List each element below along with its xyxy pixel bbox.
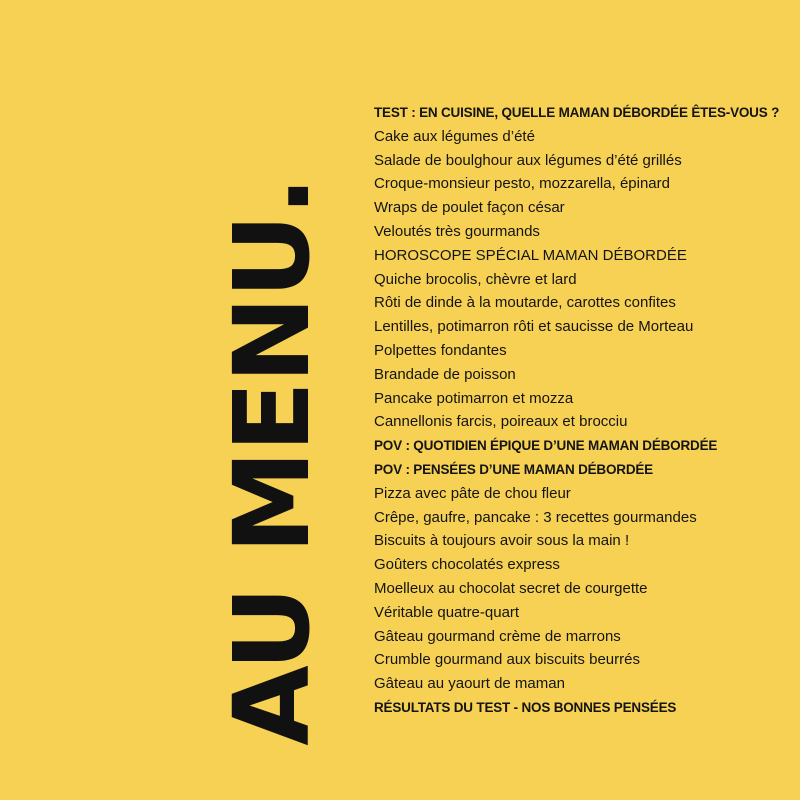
menu-heading: AU MENU. — [211, 178, 333, 746]
menu-item: Quiche brocolis, chèvre et lard — [374, 270, 577, 288]
menu-list — [374, 101, 794, 720]
menu-item: Polpettes fondantes — [374, 341, 507, 359]
menu-item: Cannellonis farcis, poireaux et brocciu — [374, 413, 628, 431]
menu-section-heading: POV : PENSÉES D’UNE MAMAN DÉBORDÉE — [374, 461, 653, 477]
menu-item: Cake aux légumes d’été — [374, 127, 535, 145]
menu-item: Brandade de poisson — [374, 365, 516, 383]
menu-item: Pancake potimarron et mozza — [374, 389, 574, 407]
menu-item: Salade de boulghour aux légumes d’été grillés — [374, 151, 682, 169]
menu-item: Rôti de dinde à la moutarde, carottes confites — [374, 294, 676, 312]
menu-item: Pizza avec pâte de chou fleur — [374, 484, 571, 502]
menu-item: Véritable quatre-quart — [374, 603, 520, 621]
menu-item: Lentilles, potimarron rôti et saucisse de Morteau — [374, 318, 694, 336]
menu-item: Wraps de poulet façon césar — [374, 199, 565, 217]
menu-section-heading: POV : QUOTIDIEN ÉPIQUE D’UNE MAMAN DÉBORDÉE — [374, 438, 718, 454]
menu-item: Moelleux au chocolat secret de courgette — [374, 579, 648, 597]
menu-section-heading: TEST : EN CUISINE, QUELLE MAMAN DÉBORDÉE ÊTES-VOUS ? — [374, 105, 780, 120]
menu-item: HOROSCOPE SPÉCIAL MAMAN DÉBORDÉE — [374, 246, 687, 264]
menu-section-heading: RÉSULTATS DU TEST - NOS BONNES PENSÉES — [374, 699, 677, 715]
menu-item: Croque-monsieur pesto, mozzarella, épinard — [374, 175, 670, 193]
menu-item: Goûters chocolatés express — [374, 556, 560, 574]
menu-item: Crumble gourmand aux biscuits beurrés — [374, 651, 640, 669]
menu-item: Biscuits à toujours avoir sous la main ! — [374, 532, 630, 550]
menu-item: Gâteau au yaourt de maman — [374, 675, 565, 693]
menu-item: Veloutés très gourmands — [374, 222, 540, 240]
menu-item: Gâteau gourmand crème de marrons — [374, 627, 621, 645]
menu-item: Crêpe, gaufre, pancake : 3 recettes gourmandes — [374, 508, 697, 526]
